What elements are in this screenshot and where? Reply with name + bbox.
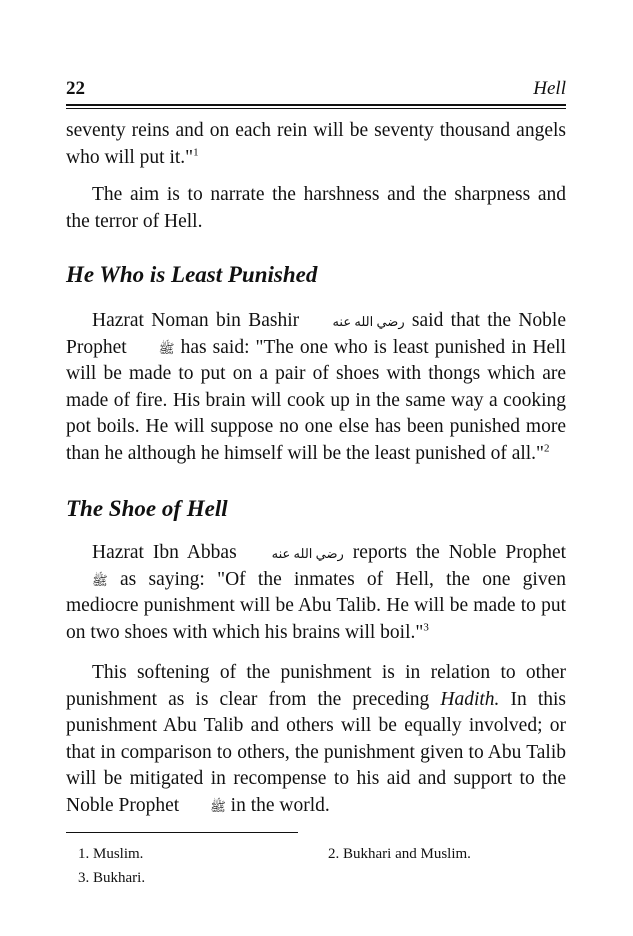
paragraph-2: The aim is to narrate the harshness and the sharpness and the terror of Hell.: [66, 184, 566, 232]
section-heading-shoe-of-hell: The Shoe of Hell: [66, 496, 228, 521]
header-rule: [66, 104, 566, 106]
section-heading-least-punished: He Who is Least Punished: [66, 262, 318, 287]
prophet-honorific-icon: ﷺ: [210, 798, 226, 814]
page-number: 22: [66, 78, 85, 99]
footnote-ref-3: 3: [423, 621, 429, 633]
running-header: [66, 78, 566, 102]
footnote-1: 1. Muslim.: [78, 846, 144, 862]
companion-honorific-icon: رضي الله عنه: [332, 314, 405, 330]
paragraph-5: This softening of the punishment is in relation to other punishment as is clear from the preceding Hadith. In this punishment Abu Talib and others will be equally involved; or that in comparison to others, the punishment given to Abu Talib will be mitigated in recompense to his aid and support to the Noble Prophet ﷺ in the world.: [66, 662, 567, 816]
footnote-ref-1: 1: [193, 146, 199, 158]
running-title: Hell: [533, 78, 566, 99]
prophet-honorific-icon: ﷺ: [158, 340, 175, 356]
paragraph-3: Hazrat Noman bin Bashir رضي الله عنه said that the Noble Prophet ﷺ has said: "The one who is least punished in Hell will be made to put on a pair of shoes with thongs which are made of fire. His brain will cook up in the same way a cooking pot boils. He will suppose no one else has been punished more than he although he himself will be the least punished of all."$^2$: [66, 310, 567, 464]
footnote-rule: [66, 832, 298, 833]
footnote-2: 2. Bukhari and Muslim.: [328, 846, 471, 862]
prophet-honorific-icon: ﷺ: [92, 572, 108, 588]
footnote-3: 3. Bukhari.: [78, 870, 146, 886]
companion-honorific-icon: رضي الله عنه: [271, 546, 344, 562]
footnote-ref-2: 2: [544, 442, 550, 454]
paragraph-1: seventy reins and on each rein will be seventy thousand angels who will put it."$^1$: [66, 120, 566, 168]
header-rule-thin: [66, 108, 566, 109]
paragraph-4: Hazrat Ibn Abbas رضي الله عنه reports the Noble Prophet ﷺ as saying: "Of the inmates of Hell, the one given mediocre punishment will be Abu Talib. He will be made to put on two shoes with which his brains will boil."$^3$: [66, 542, 567, 643]
